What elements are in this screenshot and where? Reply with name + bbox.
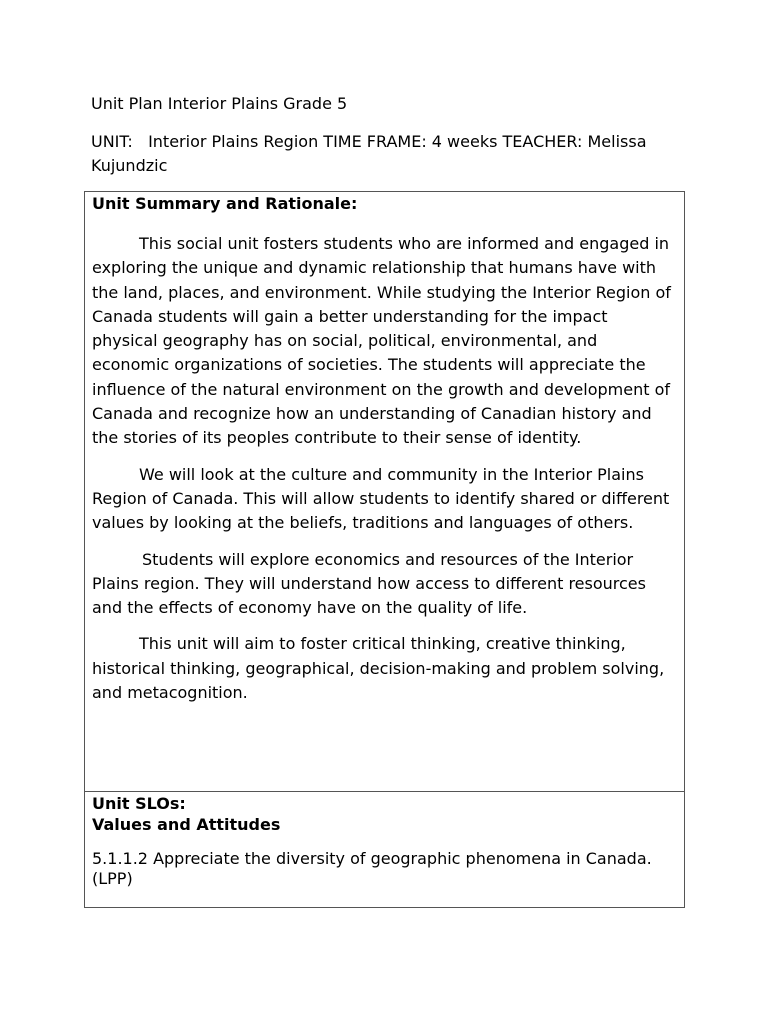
unit-info-line bbox=[91, 130, 671, 178]
unit-label: UNIT: bbox=[91, 132, 133, 151]
unit-plan-table bbox=[84, 191, 685, 908]
summary-paragraph: Students will explore economics and resources of the Interior Plains region. They will understand how access to different resources and the effects of economy have on the quality of life. bbox=[92, 549, 646, 618]
summary-paragraph: This unit will aim to foster critical thinking, creative thinking, historical thinking, geographical, decision-making and problem solving, and metacognition. bbox=[92, 634, 665, 703]
summary-cell bbox=[85, 192, 684, 792]
document-title: Unit Plan Interior Plains Grade 5 bbox=[91, 94, 348, 113]
summary-paragraph: This social unit fosters students who are informed and engaged in exploring the unique and dynamic relationship that humans have with the land, places, and environment. While studying the Interior Region of Canada students will gain a better understanding for the impact physical geography has on social, political, environmental, and economic organizations of societies. The students will appreciate the influence of the natural environment on the growth and development of Canada and recognize how an understanding of Canadian history and the stories of its peoples contribute to their sense of identity. bbox=[92, 234, 671, 448]
slos-heading: Unit SLOs: bbox=[92, 794, 186, 813]
unit-details: Interior Plains Region TIME FRAME: 4 weeks TEACHER: Melissa Kujundzic bbox=[91, 132, 652, 175]
slos-subheading: Values and Attitudes bbox=[92, 815, 281, 834]
slo-item: 5.1.1.2 Appreciate the diversity of geographic phenomena in Canada. (LPP) bbox=[92, 849, 652, 888]
slos-cell bbox=[85, 792, 684, 907]
summary-paragraph: We will look at the culture and community in the Interior Plains Region of Canada. This will allow students to identify shared or different values by looking at the beliefs, traditions and languages of others. bbox=[92, 464, 670, 533]
summary-heading: Unit Summary and Rationale: bbox=[92, 194, 358, 213]
